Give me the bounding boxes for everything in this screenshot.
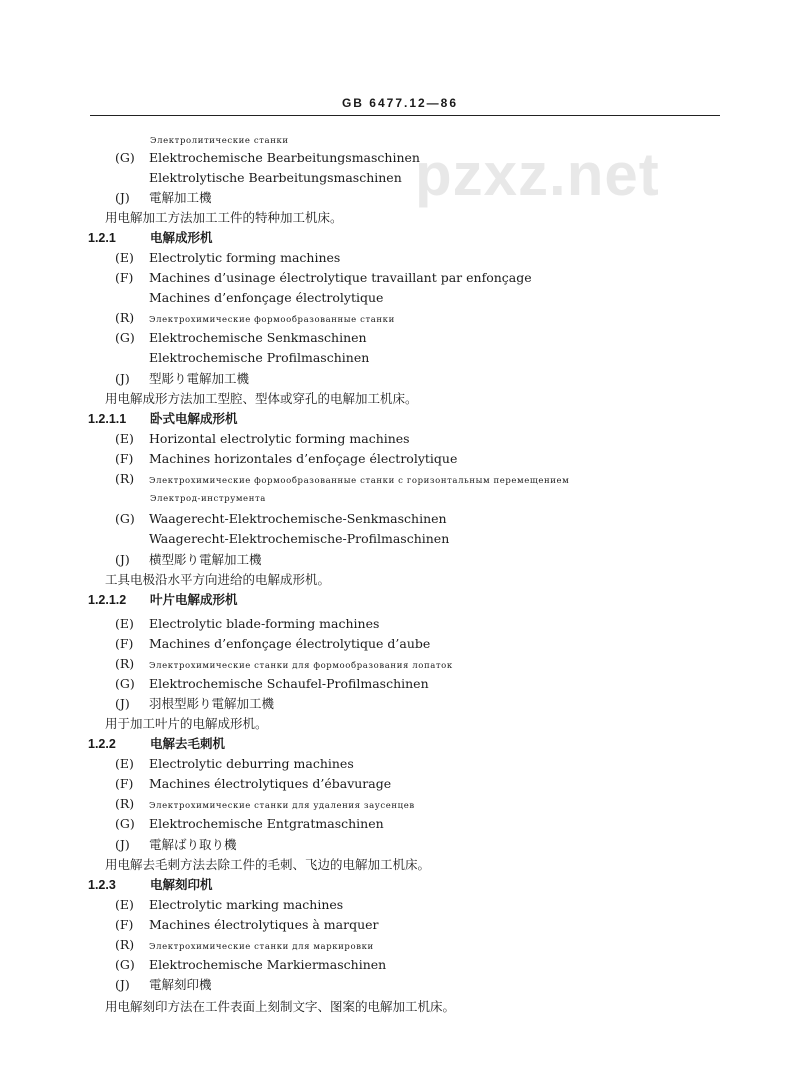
- section-title: 电解成形机: [150, 230, 213, 245]
- section-heading: [88, 878, 213, 892]
- term-text: 横型彫り電解加工機: [149, 552, 262, 567]
- section-heading: [88, 231, 213, 245]
- header-rule: [90, 115, 720, 116]
- lang-tag: (J): [115, 977, 130, 992]
- term-text: 羽根型彫り電解加工機: [149, 696, 275, 711]
- lang-tag: (J): [115, 837, 130, 852]
- definition-text: 用电解刻印方法在工件表面上刻制文字、图案的电解加工机床。: [105, 999, 456, 1014]
- section-number: 1.2.1: [88, 231, 116, 245]
- lang-tag: (G): [115, 957, 135, 972]
- lang-tag: (G): [115, 676, 135, 691]
- term-text: 電解ばり取り機: [149, 837, 237, 852]
- term-line-g-cont: Waagerecht-Elektrochemische-Profilmaschinen: [149, 531, 450, 546]
- term-line-e: [115, 617, 379, 631]
- term-line-f: [115, 452, 457, 466]
- lang-tag: (F): [115, 776, 134, 791]
- section-heading: [88, 737, 225, 751]
- lang-tag: (E): [115, 897, 134, 912]
- lang-tag: (G): [115, 150, 135, 165]
- term-line-e: [115, 251, 340, 265]
- lang-tag: (E): [115, 616, 134, 631]
- lang-tag: (J): [115, 190, 130, 205]
- term-text: Электрохимические станки для формообразования лопаток: [149, 661, 453, 671]
- term-text: Electrolytic deburring machines: [149, 756, 354, 771]
- lang-tag: (E): [115, 431, 134, 446]
- term-line-r: [115, 938, 374, 954]
- term-text: Machines horizontales d’enfoçage électrolytique: [149, 451, 458, 466]
- term-line-g-cont: Elektrochemische Profilmaschinen: [149, 350, 370, 365]
- section-title: 卧式电解成形机: [150, 411, 238, 426]
- term-text: Elektrochemische Markiermaschinen: [149, 957, 387, 972]
- term-text: Machines électrolytiques à marquer: [149, 917, 379, 932]
- term-text: Электрохимические формообразованные станки: [149, 315, 395, 325]
- term-text: Электрохимические формообразованные станки с горизонтальным перемещением: [149, 476, 570, 486]
- term-text: Waagerecht-Elektrochemische-Senkmaschinen: [149, 511, 447, 526]
- term-line-r: [115, 311, 395, 327]
- term-line-g: [115, 958, 386, 972]
- section-heading: [88, 412, 238, 426]
- term-line-g: [115, 817, 384, 831]
- term-text: 電解刻印機: [149, 977, 212, 992]
- section-title: 电解去毛刺机: [150, 736, 226, 751]
- lang-tag: (J): [115, 371, 130, 386]
- term-line-g: [115, 331, 367, 345]
- definition-text: 用电解去毛刺方法去除工件的毛刺、飞边的电解加工机床。: [105, 857, 431, 872]
- term-line-e: [115, 432, 410, 446]
- term-line-f: [115, 918, 379, 932]
- section-heading: [88, 593, 238, 607]
- term-line-g-cont: Elektrolytische Bearbeitungsmaschinen: [149, 170, 402, 185]
- term-line-g: [115, 677, 429, 691]
- lang-tag: (R): [115, 471, 135, 486]
- term-line-j: [115, 553, 262, 567]
- lang-tag: (J): [115, 696, 130, 711]
- term-line-f: [115, 777, 391, 791]
- term-line-f: [115, 271, 532, 285]
- lang-tag: (R): [115, 310, 135, 325]
- term-line-e: [115, 898, 343, 912]
- lang-tag: (F): [115, 636, 134, 651]
- term-line-j: [115, 697, 274, 711]
- term-text: Electrolytic forming machines: [149, 250, 341, 265]
- lang-tag: (E): [115, 756, 134, 771]
- section-number: 1.2.3: [88, 878, 116, 892]
- lang-tag: (R): [115, 656, 135, 671]
- section-number: 1.2.2: [88, 737, 116, 751]
- term-line-j: [115, 191, 212, 205]
- standard-code-header: GB 6477.12—86: [341, 96, 459, 110]
- lang-tag: (E): [115, 250, 134, 265]
- term-text: Электрохимические станки для удаления заусенцев: [149, 801, 415, 811]
- lang-tag: (F): [115, 451, 134, 466]
- lang-tag: (G): [115, 816, 135, 831]
- section-number: 1.2.1.2: [88, 593, 127, 607]
- term-text: Machines d’usinage électrolytique travaillant par enfonçage: [149, 270, 532, 285]
- term-line-r: [115, 472, 569, 488]
- definition-text: 用于加工叶片的电解成形机。: [105, 716, 268, 731]
- term-line-f: [115, 637, 430, 651]
- lang-tag: (R): [115, 796, 135, 811]
- definition-text: 用电解加工方法加工工件的特种加工机床。: [105, 210, 343, 225]
- term-text: Elektrochemische Schaufel-Profilmaschinen: [149, 676, 429, 691]
- definition-text: 用电解成形方法加工型腔、型体或穿孔的电解加工机床。: [105, 391, 418, 406]
- term-text: Machines d’enfonçage électrolytique d’aube: [149, 636, 431, 651]
- term-text: Horizontal electrolytic forming machines: [149, 431, 410, 446]
- term-text: Elektrochemische Entgratmaschinen: [149, 816, 384, 831]
- term-line-e: [115, 757, 354, 771]
- term-text: Elektrochemische Senkmaschinen: [149, 330, 367, 345]
- lang-tag: (F): [115, 917, 134, 932]
- term-line-r: [115, 797, 415, 813]
- term-text: 型彫り電解加工機: [149, 371, 250, 386]
- definition-text: 工具电极沿水平方向进给的电解成形机。: [105, 572, 331, 587]
- term-text: 電解加工機: [149, 190, 212, 205]
- section-title: 叶片电解成形机: [150, 592, 238, 607]
- term-line-j: [115, 372, 249, 386]
- section-title: 电解刻印机: [150, 877, 213, 892]
- section-number: 1.2.1.1: [88, 412, 127, 426]
- term-line-f-cont: Machines d’enfonçage électrolytique: [149, 290, 384, 305]
- term-line-j: [115, 978, 212, 992]
- term-line-g: [115, 151, 420, 165]
- term-text: Electrolytic blade-forming machines: [149, 616, 380, 631]
- term-text: Electrolytic marking machines: [149, 897, 344, 912]
- watermark: pzxz.net: [415, 141, 660, 208]
- lang-tag: (G): [115, 511, 135, 526]
- term-line-ru-cont: Электролитические станки: [150, 136, 289, 146]
- term-line-g: [115, 512, 447, 526]
- lang-tag: (G): [115, 330, 135, 345]
- term-text: Machines électrolytiques d’ébavurage: [149, 776, 392, 791]
- term-line-r: [115, 657, 453, 673]
- term-text: Электрохимические станки для маркировки: [149, 942, 374, 952]
- term-line-r-cont: Электрод-инструмента: [150, 494, 266, 504]
- term-text: Elektrochemische Bearbeitungsmaschinen: [149, 150, 420, 165]
- lang-tag: (J): [115, 552, 130, 567]
- lang-tag: (F): [115, 270, 134, 285]
- term-line-j: [115, 838, 237, 852]
- lang-tag: (R): [115, 937, 135, 952]
